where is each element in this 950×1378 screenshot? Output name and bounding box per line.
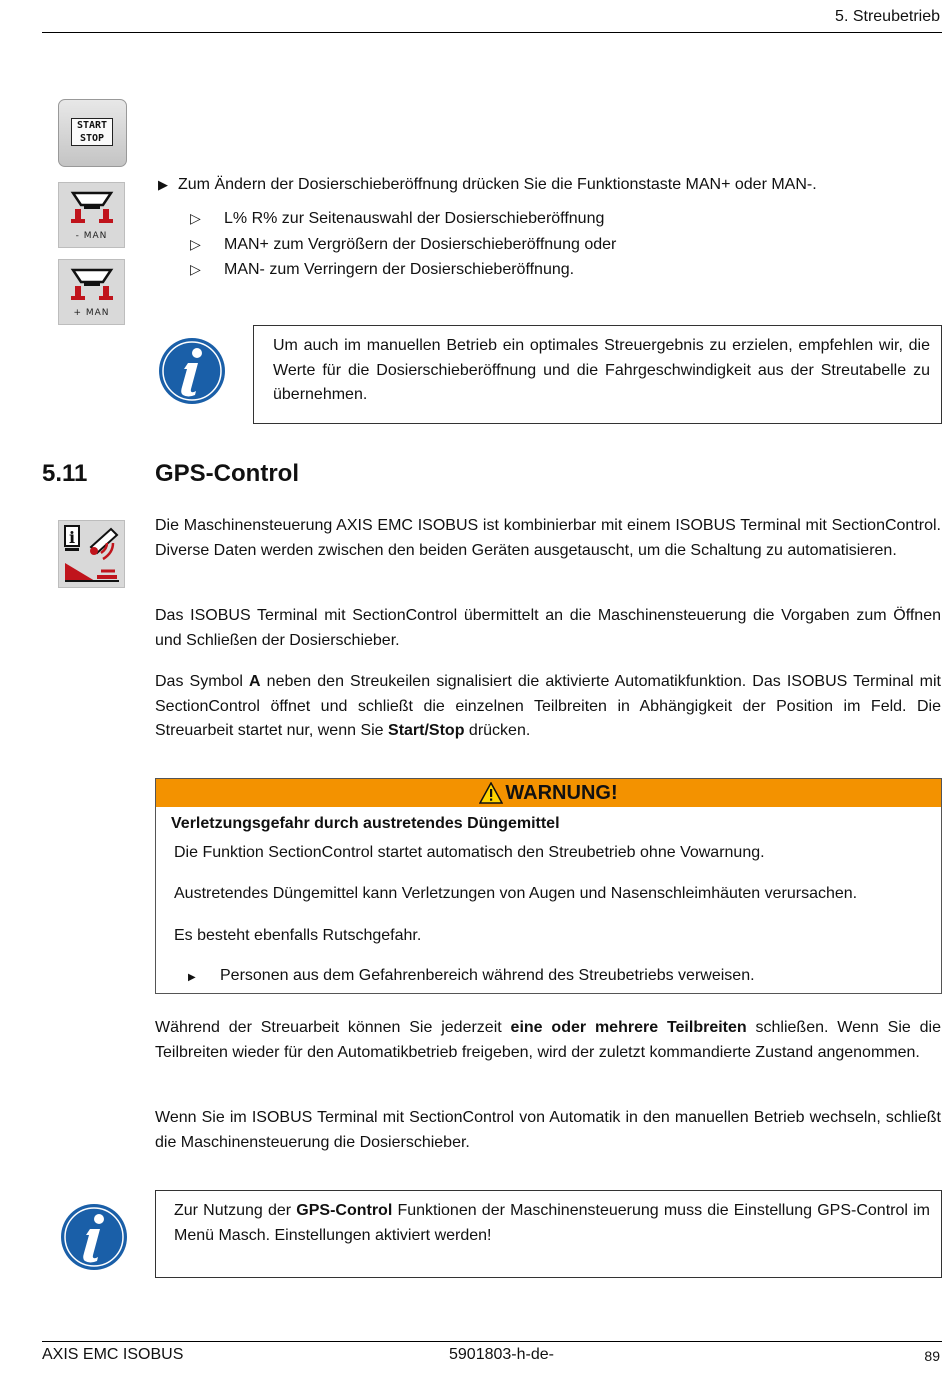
instruction-main-text: Zum Ändern der Dosierschieberöffnung drücken Sie die Funktionstaste MAN+ oder MAN-. [178,176,817,193]
header-rule [42,32,942,33]
man-plus-key-icon [58,259,125,325]
man-minus-label: - MAN [75,231,108,241]
paragraph: Wenn Sie im ISOBUS Terminal mit SectionControl von Automatik in den manuellen Betrieb wechseln, schließt die Maschinensteuerung die Dosierschieber. [155,1109,941,1151]
paragraph [155,670,941,744]
chapter-header: 5. Streubetrieb [835,8,940,25]
paragraph: Das ISOBUS Terminal mit SectionControl übermittelt an die Maschinensteuerung die Vorgaben zum Öffnen und Schließen der Dosierschieber. [155,607,941,649]
start-stop-text: Start/Stop [388,722,465,739]
list-item-text: L% R% zur Seitenauswahl der Dosierschieberöffnung [224,210,605,227]
warning-action-text: Personen aus dem Gefahrenbereich während des Streubetriebs verweisen. [220,967,755,984]
stop-label: STOP [79,133,105,144]
page-number: 89 [924,1348,940,1364]
start-stop-key-icon [58,99,127,167]
warning-line: Es besteht ebenfalls Rutschgefahr. [174,927,422,944]
hollow-arrow-icon: ▷ [190,261,201,277]
list-item [190,232,616,258]
hollow-arrow-icon: ▷ [190,210,201,226]
text-run-bold: eine oder mehrere Teilbreiten [510,1019,747,1036]
note-text: Um auch im manuellen Betrieb ein optimales Streuergebnis zu erzielen, empfehlen wir, die Werte für die Dosierschieberöffnung und die Fahrgeschwindigkeit aus der Streutabelle zu übernehmen. [273,337,930,403]
spreader-icon [67,264,117,306]
paragraph [155,1016,941,1065]
footer-product: AXIS EMC ISOBUS [42,1346,184,1363]
text-run: Während der Streuarbeit können Sie jederzeit [155,1019,511,1036]
warning-line: Austretendes Düngemittel kann Verletzungen von Augen und Nasenschleimhäuten verursachen. [174,885,858,902]
text-run: neben den Streukeilen signalisiert die aktivierte Automatikfunktion. Das ISOBUS Terminal mit SectionControl öffnet und schließt die einzelnen Teilbreiten in Abhängigkeit der Position im Feld. Die Streuarbeit startet nur, wenn Sie [155,673,942,739]
note-box-2 [155,1190,942,1278]
info-icon [158,337,226,405]
list-item-text: MAN- zum Verringern der Dosierschieberöffnung. [224,261,575,278]
list-item-text: MAN+ zum Vergrößern der Dosierschieberöffnung oder [224,235,617,253]
section-number: 5.11 [42,460,88,487]
warning-box [155,778,942,994]
info-icon [60,1203,128,1271]
start-stop-label [71,118,113,146]
spreader-icon [67,187,117,229]
warning-header [156,779,941,807]
man-minus-key-icon [58,182,125,248]
man-plus-label: + MAN [73,308,110,318]
warning-line: Die Funktion SectionControl startet automatisch den Streubetrieb ohne Vowarnung. [174,844,765,861]
footer-rule [42,1341,942,1342]
svg-text:i: i [68,528,75,547]
text-run-bold: GPS-Control [296,1202,393,1219]
warning-subtitle: Verletzungsgefahr durch austretendes Düngemittel [171,815,560,832]
list-item [190,206,616,232]
warning-action [188,967,755,985]
gps-control-icon [58,520,125,588]
warning-triangle-icon [479,782,503,804]
text-run: Funktionen der Maschinensteuerung muss die Einstellung GPS-Control im Menü Masch. Einstellungen aktiviert werden! [174,1202,930,1244]
text-run: Das Symbol [155,673,250,690]
section-title: GPS-Control [155,460,299,487]
start-label: START [76,120,108,131]
warning-title: WARNUNG! [505,781,618,804]
footer-doc-number: 5901803-h-de- [449,1346,554,1363]
note-box-1 [253,325,942,424]
paragraph: Die Maschinensteuerung AXIS EMC ISOBUS ist kombinierbar mit einem ISOBUS Terminal mit SectionControl. Diverse Daten werden zwischen den beiden Geräten ausgetauscht, um die Schaltung zu automatisieren. [155,517,941,559]
instruction-sub-list [190,206,616,283]
hollow-arrow-icon: ▷ [190,235,201,252]
text-run: schließen. Wenn Sie die Teilbreiten wieder für den Automatikbetrieb freigeben, wird der zuletzt kommandierte Zustand angenommen. [155,1019,942,1061]
text-run: drücken. [464,722,531,739]
arrow-bullet-icon: ▶ [158,177,168,192]
instruction-main [158,176,817,194]
list-item [190,257,616,283]
text-run: Zur Nutzung der [174,1202,297,1219]
symbol-a-text: A [249,673,261,690]
small-arrow-icon: ▶ [188,972,196,983]
